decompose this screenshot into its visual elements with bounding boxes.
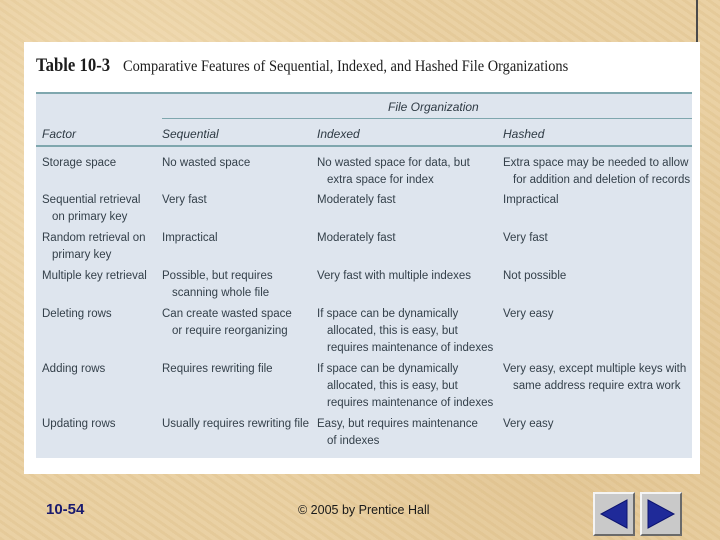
cell-line: Impractical: [503, 194, 559, 206]
next-slide-button[interactable]: [640, 492, 682, 536]
cell-line: same address require extra work: [513, 380, 681, 392]
cell-hashed: [503, 416, 554, 433]
cell-line: Adding rows: [42, 363, 106, 375]
cell-line: Can create wasted space: [162, 308, 292, 320]
cell-hashed: [503, 230, 548, 247]
cell-line: Random retrieval on: [42, 232, 146, 244]
cell-line: If space can be dynamically: [317, 308, 459, 320]
cell-indexed: [317, 361, 493, 412]
cell-line: Very fast: [162, 194, 207, 206]
cell-line: Easy, but requires maintenance: [317, 418, 478, 430]
cell-sequential: [162, 361, 273, 378]
cell-line: Sequential retrieval: [42, 194, 141, 206]
cell-hashed: [503, 192, 559, 209]
cell-indexed: [317, 230, 396, 247]
cell-line: Moderately fast: [317, 194, 396, 206]
cell-line: scanning whole file: [172, 287, 270, 299]
cell-line: allocated, this is easy, but: [327, 380, 458, 392]
cell-line: Updating rows: [42, 418, 116, 430]
cell-sequential: [162, 155, 250, 172]
cell-line: Possible, but requires: [162, 270, 273, 282]
column-header-indexed: Indexed: [317, 127, 360, 141]
cell-factor: [42, 361, 105, 378]
cell-indexed: [317, 155, 470, 189]
cell-hashed: [503, 155, 690, 189]
table-title: [36, 55, 676, 83]
column-header-hashed: Hashed: [503, 127, 545, 141]
cell-indexed: [317, 416, 478, 450]
cell-line: Impractical: [162, 232, 218, 244]
cell-line: Usually requires rewriting file: [162, 418, 309, 430]
cell-factor: [42, 230, 146, 264]
cell-line: No wasted space for data, but: [317, 157, 470, 169]
cell-line: If space can be dynamically: [317, 363, 459, 375]
cell-line: Multiple key retrieval: [42, 270, 147, 282]
cell-line: Storage space: [42, 157, 117, 169]
triangle-left-icon: [597, 497, 631, 531]
cell-sequential: [162, 416, 309, 433]
cell-hashed: [503, 361, 686, 395]
column-header-factor: Factor: [42, 127, 77, 141]
cell-line: or require reorganizing: [172, 325, 288, 337]
cell-indexed: [317, 192, 396, 209]
table-caption: Comparative Features of Sequential, Indexed, and Hashed File Organizations: [122, 58, 568, 75]
cell-line: Very easy, except multiple keys with: [503, 363, 687, 375]
copyright-notice: © 2005 by Prentice Hall: [298, 503, 430, 517]
cell-hashed: [503, 306, 554, 323]
cell-line: Deleting rows: [42, 308, 112, 320]
group-header-label: File Organization: [388, 100, 479, 114]
cell-line: primary key: [52, 249, 112, 261]
cell-line: for addition and deletion of records: [513, 174, 691, 186]
cell-line: Very fast with multiple indexes: [317, 270, 472, 282]
cell-line: of indexes: [327, 435, 380, 447]
cell-sequential: [162, 268, 273, 302]
cell-line: on primary key: [52, 211, 128, 223]
cell-factor: [42, 192, 140, 226]
cell-sequential: [162, 230, 218, 247]
cell-line: extra space for index: [327, 174, 434, 186]
cell-line: Very fast: [503, 232, 548, 244]
slide-edge-line: [696, 0, 698, 42]
cell-line: No wasted space: [162, 157, 251, 169]
previous-slide-button[interactable]: [593, 492, 635, 536]
cell-sequential: [162, 306, 292, 340]
group-header: [162, 99, 692, 119]
cell-line: Very easy: [503, 418, 554, 430]
cell-factor: [42, 416, 116, 433]
cell-line: Very easy: [503, 308, 554, 320]
column-header-sequential: Sequential: [162, 127, 219, 141]
table-label: Table 10-3: [36, 55, 111, 76]
cell-line: requires maintenance of indexes: [327, 342, 494, 354]
cell-line: allocated, this is easy, but: [327, 325, 458, 337]
cell-factor: [42, 268, 147, 285]
cell-line: requires maintenance of indexes: [327, 397, 494, 409]
cell-line: Requires rewriting file: [162, 363, 273, 375]
cell-indexed: [317, 306, 493, 357]
header-rule: [36, 145, 692, 147]
cell-sequential: [162, 192, 207, 209]
cell-indexed: [317, 268, 471, 285]
slide-number: 10-54: [46, 501, 85, 518]
cell-hashed: [503, 268, 566, 285]
triangle-right-icon: [644, 497, 678, 531]
cell-line: Extra space may be needed to allow: [503, 157, 689, 169]
cell-line: Not possible: [503, 270, 567, 282]
cell-line: Moderately fast: [317, 232, 396, 244]
cell-factor: [42, 306, 112, 323]
cell-factor: [42, 155, 116, 172]
